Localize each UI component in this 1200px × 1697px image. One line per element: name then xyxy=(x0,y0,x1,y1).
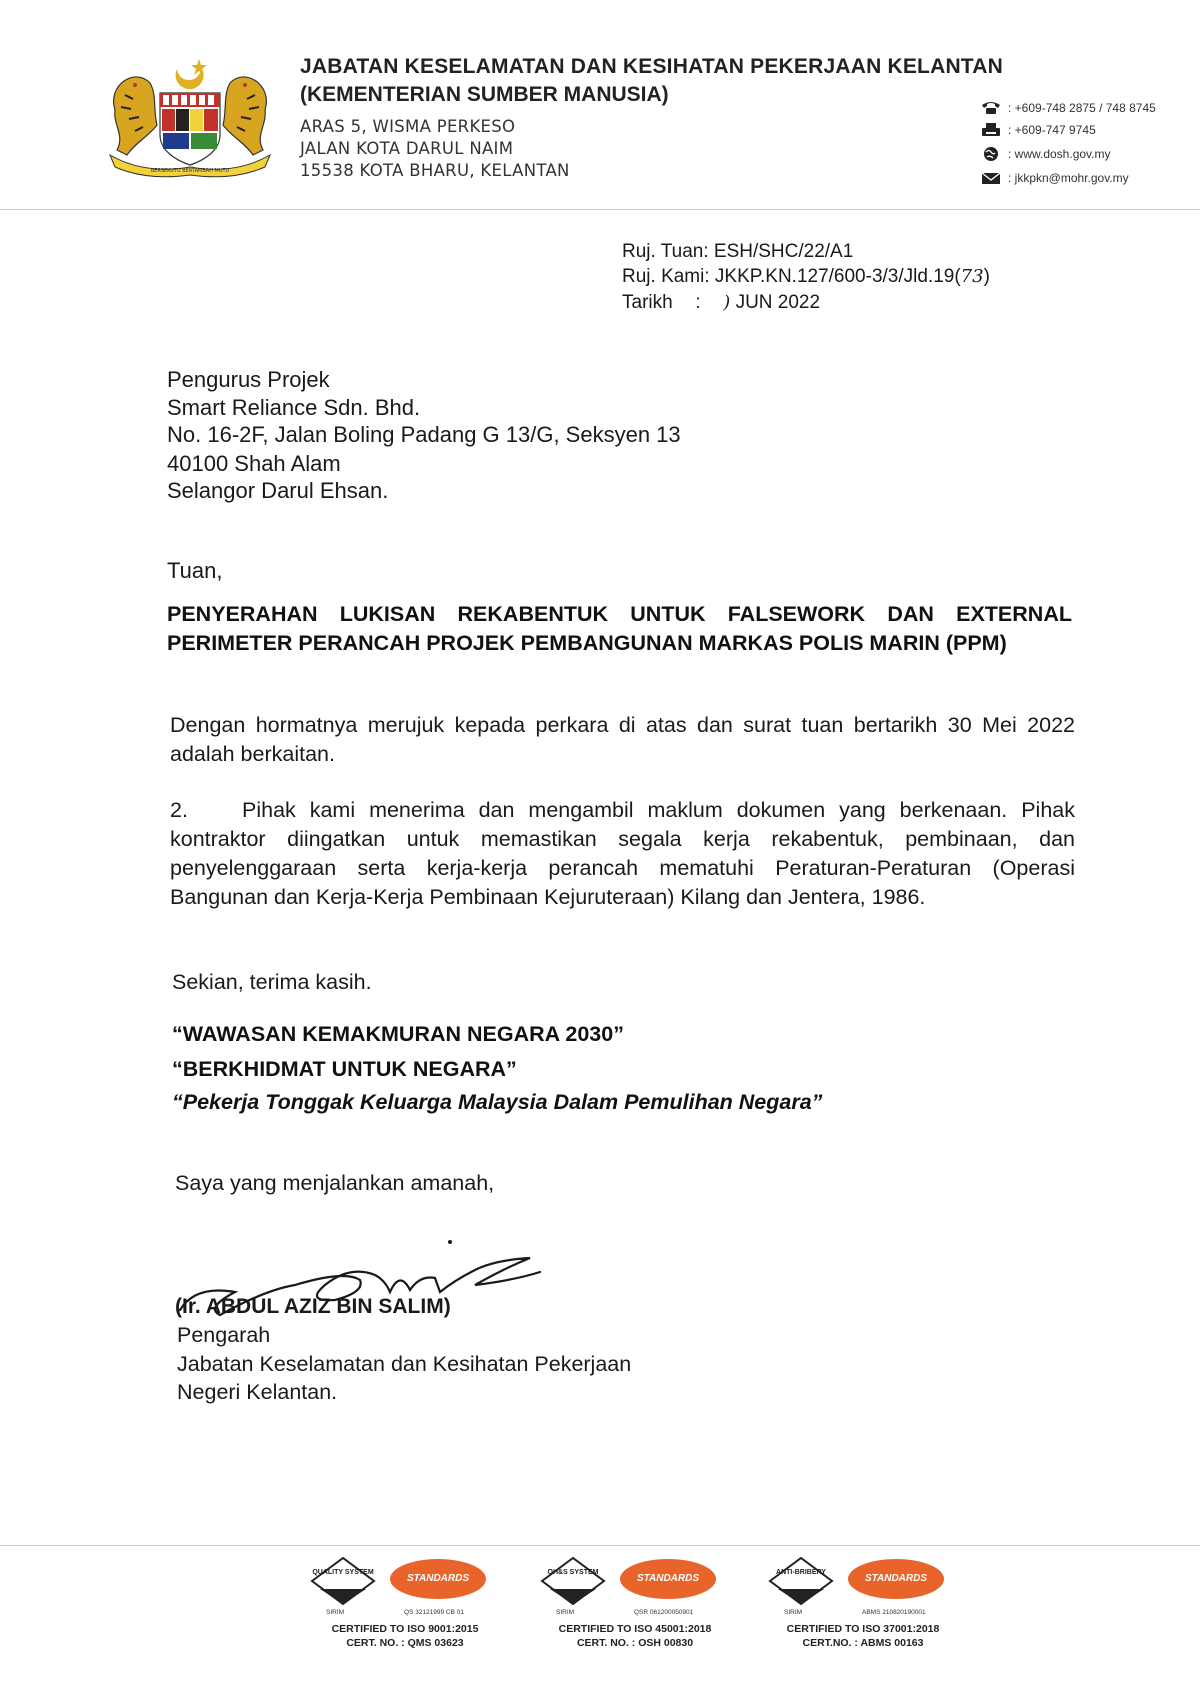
ministry-name: (KEMENTERIAN SUMBER MANUSIA) xyxy=(300,83,669,106)
address-line: ARAS 5, WISMA PERKESO xyxy=(300,117,516,136)
address-line: JALAN KOTA DARUL NAIM xyxy=(300,139,514,158)
tarikh-label: Tarikh xyxy=(622,292,673,313)
fax-number: : +609-747 9745 xyxy=(1008,123,1096,137)
cert-small-left: SIRIM xyxy=(326,1609,345,1616)
cert-number: CERT.NO. : ABMS 00163 xyxy=(802,1637,924,1649)
cert-small-left: SIRIM xyxy=(784,1609,803,1616)
header-divider xyxy=(0,209,1200,210)
sirim-diamond-logo xyxy=(768,1557,834,1605)
signatory-title: Jabatan Keselamatan dan Kesihatan Pekerjaan xyxy=(177,1352,632,1376)
ruj-tuan-value: ESH/SHC/22/A1 xyxy=(713,241,854,262)
contact-fax xyxy=(980,122,1096,138)
recipient-line: 40100 Shah Alam xyxy=(167,451,341,476)
paragraph-number: 2. xyxy=(170,798,188,822)
cert-small-right: QSR 061200050901 xyxy=(634,1609,694,1616)
malaysia-coat-of-arms-logo xyxy=(105,55,275,180)
contact-telephone xyxy=(980,100,1156,116)
sirim-diamond-logo xyxy=(540,1557,606,1605)
ruj-tuan-label: Ruj. Tuan: xyxy=(622,241,709,262)
certification-badge: ANTI-BRIBERY xyxy=(776,1569,826,1576)
email-address: : jkkpkn@mohr.gov.my xyxy=(1008,171,1129,185)
svg-text:BERSEKUTU BERTAMBAH MUTU: BERSEKUTU BERTAMBAH MUTU xyxy=(150,168,230,174)
telephone-number: : +609-748 2875 / 748 8745 xyxy=(1008,101,1156,115)
cert-standard: CERTIFIED TO ISO 9001:2015 xyxy=(331,1623,479,1635)
certification-qms xyxy=(300,1557,510,1667)
cert-standard: CERTIFIED TO ISO 37001:2018 xyxy=(786,1623,940,1635)
certification-badge: OH&S SYSTEM xyxy=(547,1569,599,1576)
standards-malaysia-logo: STANDARDS xyxy=(390,1559,486,1599)
department-name: JABATAN KESELAMATAN DAN KESIHATAN PEKERJAAN KELANTAN xyxy=(300,55,1004,78)
contact-website xyxy=(980,146,1110,162)
paragraph-2-text: Pihak kami menerima dan mengambil maklum dokumen yang berkenaan. Pihak kontraktor diingatkan untuk memastikan segala kerja rekabentuk, pembinaan, dan penyelenggaraan serta kerja-kerja perancah mematuhi Peraturan-Peraturan (Operasi Bangunan dan Kerja-Kerja Pembinaan Kejuruteraan) Kilang dan Jentera, 1986. xyxy=(170,798,1075,909)
signatory-title: Pengarah xyxy=(177,1323,271,1347)
globe-icon xyxy=(980,146,1002,162)
trust-line: Saya yang menjalankan amanah, xyxy=(175,1171,495,1195)
envelope-icon xyxy=(980,170,1002,186)
paragraph-2 xyxy=(170,796,1075,912)
closing-line: Sekian, terima kasih. xyxy=(172,970,372,994)
ruj-kami-label: Ruj. Kami: xyxy=(622,266,710,287)
letter-subject: PENYERAHAN LUKISAN REKABENTUK UNTUK FALSEWORK DAN EXTERNAL PERIMETER PERANCAH PROJEK PEMBANGUNAN MARKAS POLIS MARIN (PPM) xyxy=(167,602,1072,655)
cert-small-right: ABMS 210820190001 xyxy=(862,1609,926,1616)
motto-line: “WAWASAN KEMAKMURAN NEGARA 2030” xyxy=(172,1022,624,1046)
motto-line: “Pekerja Tonggak Keluarga Malaysia Dalam Pemulihan Negara” xyxy=(172,1090,823,1114)
certification-badge: QUALITY SYSTEM xyxy=(312,1569,374,1576)
motto-line: “BERKHIDMAT UNTUK NEGARA” xyxy=(172,1057,517,1081)
address-line: 15538 KOTA BHARU, KELANTAN xyxy=(300,161,570,180)
certification-ohs xyxy=(530,1557,740,1667)
tarikh-separator: : xyxy=(695,292,701,313)
ruj-kami-close: ) xyxy=(983,266,990,287)
sirim-diamond-logo xyxy=(310,1557,376,1605)
signatory-title: Negeri Kelantan. xyxy=(177,1380,338,1404)
standards-malaysia-logo: STANDARDS xyxy=(848,1559,944,1599)
telephone-icon xyxy=(980,100,1002,116)
tarikh-handwritten-day: ) xyxy=(723,292,731,313)
cert-number: CERT. NO. : QMS 03623 xyxy=(346,1637,464,1649)
cert-number: CERT. NO. : OSH 00830 xyxy=(576,1637,694,1649)
footer-divider xyxy=(0,1545,1200,1546)
recipient-line: Smart Reliance Sdn. Bhd. xyxy=(167,395,421,420)
ruj-kami-value: JKKP.KN.127/600-3/3/Jld.19( xyxy=(714,266,961,287)
recipient-line: Selangor Darul Ehsan. xyxy=(167,478,389,503)
ruj-kami xyxy=(622,266,990,288)
tarikh-value: JUN 2022 xyxy=(735,292,821,313)
cert-small-right: QS 32121999 CB 01 xyxy=(404,1609,464,1616)
fax-icon xyxy=(980,122,1002,138)
tarikh xyxy=(622,292,820,314)
cert-small-left: SIRIM xyxy=(556,1609,575,1616)
signatory-name: (Ir. ABDUL AZIZ BIN SALIM) xyxy=(175,1295,451,1318)
website-url: : www.dosh.gov.my xyxy=(1008,147,1111,161)
cert-standard: CERTIFIED TO ISO 45001:2018 xyxy=(558,1623,712,1635)
contact-email xyxy=(980,170,1129,186)
standards-malaysia-logo: STANDARDS xyxy=(620,1559,716,1599)
salutation: Tuan, xyxy=(167,558,223,583)
recipient-line: Pengurus Projek xyxy=(167,367,330,392)
recipient-line: No. 16-2F, Jalan Boling Padang G 13/G, Seksyen 13 xyxy=(167,422,681,447)
ruj-tuan xyxy=(622,241,853,263)
ruj-kami-handwritten-number: 73 xyxy=(960,266,984,287)
paragraph-1: Dengan hormatnya merujuk kepada perkara di atas dan surat tuan bertarikh 30 Mei 2022 adalah berkaitan. xyxy=(170,713,1075,766)
certification-abms xyxy=(758,1557,968,1667)
